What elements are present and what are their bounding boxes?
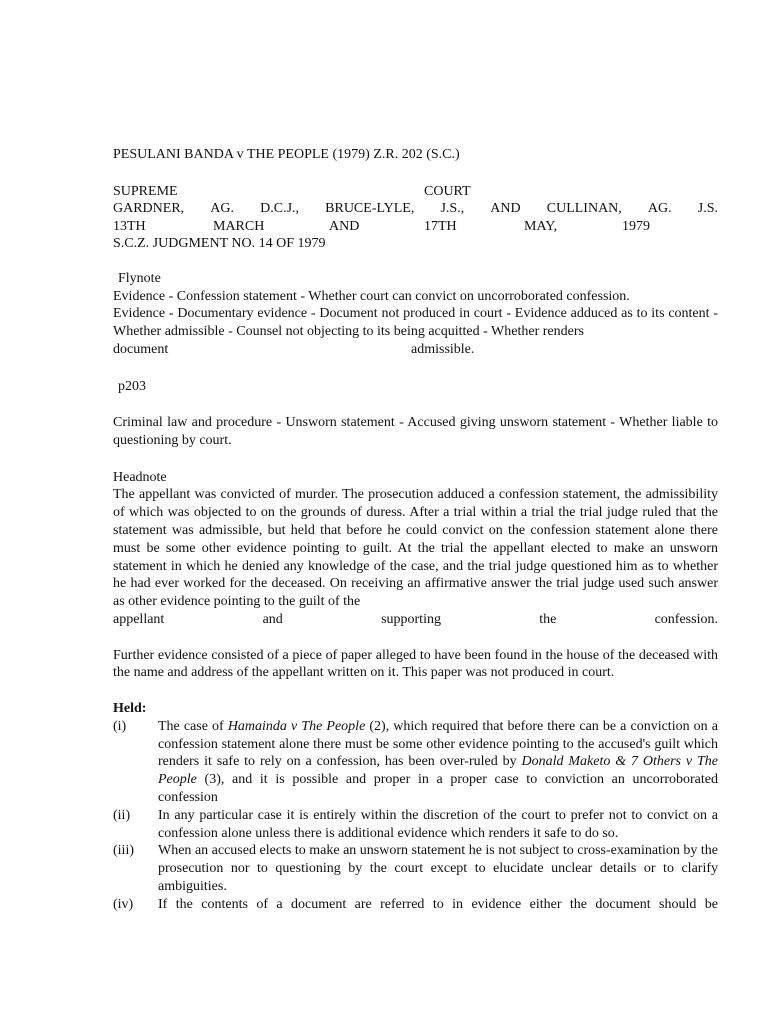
judges-word: GARDNER,: [113, 201, 185, 217]
court-word-supreme: SUPREME: [113, 183, 178, 199]
held-item-number: (i): [113, 718, 127, 734]
held-item: [113, 842, 718, 895]
held-item: [113, 896, 718, 914]
judges-word: AG.: [210, 201, 235, 217]
headnote-word: supporting: [381, 611, 441, 627]
court-line: [113, 183, 718, 201]
held-text-part: The case of: [158, 718, 228, 734]
judges-word: AND: [490, 201, 521, 217]
flynote-word: document: [113, 341, 169, 357]
flynote-para-2-last: [113, 341, 718, 359]
document-page: [113, 146, 718, 914]
held-item-number: (iii): [113, 843, 134, 859]
flynote-section: [113, 270, 718, 359]
held-heading: Held:: [113, 701, 147, 717]
judges-word: D.C.J.,: [260, 201, 300, 217]
held-item-text: When an accused elects to make an unsworn statement he is not subject to cross-examination by the prosecution nor to questioning by the court except to elucidate unclear details or to clarify ambiguities.: [158, 843, 718, 895]
judges-word: CULLINAN,: [546, 201, 622, 217]
flynote-word: admissible.: [411, 341, 475, 357]
headnote-heading: Headnote: [113, 469, 167, 485]
held-item: [113, 807, 718, 843]
held-item-text: If the contents of a document are referred to in evidence either the document should be: [158, 896, 718, 912]
dates-word: MARCH: [213, 218, 265, 234]
headnote-para-1-last: [113, 611, 718, 629]
judges-word: J.S.: [697, 201, 718, 217]
headnote-para-1: The appellant was convicted of murder. The prosecution adduced a confession statement, the admissibility of which was objected to on the grounds of duress. After a trial within a trial the trial judge ruled that the statement was admissible, but held that before he could convict on the confession statement alone there must be some other evidence pointing to guilt. At the trial the appellant elected to make an unsworn statement in which he denied any knowledge of the case, and the trial judge questioned him as to whether he had ever worked for the deceased. On receiving an affirmative answer the trial judge used such answer as other evidence pointing to the guilt of the: [113, 487, 718, 610]
judgment-number: S.C.Z. JUDGMENT NO. 14 OF 1979: [113, 236, 326, 252]
headnote-word: the: [539, 611, 557, 627]
held-item: [113, 718, 718, 807]
dates-word: 17TH: [424, 218, 457, 234]
dates-line: [113, 218, 718, 236]
headnote-para-2: Further evidence consisted of a piece of paper alleged to have been found in the house of the deceased with the name and address of the appellant written on it. This paper was not produced in court.: [113, 647, 718, 681]
judges-word: BRUCE-LYLE,: [325, 201, 415, 217]
dates-word: 13TH: [113, 218, 146, 234]
held-text-part: (2), which required that before there can be a conviction on a confession statement alone there must be some other evidence pointing to the accused's guilt which renders it safe to rely on a confession, has been over-ruled by: [158, 718, 718, 770]
held-item-number: (iv): [113, 896, 134, 912]
case-citation: Hamainda v The People: [227, 718, 366, 734]
judges-word: J.S.,: [440, 201, 465, 217]
judges-word: AG.: [647, 201, 672, 217]
court-block: [113, 183, 718, 253]
headnote-word: and: [262, 611, 283, 627]
case-citation: Donald Maketo & 7 Others v The People: [158, 754, 718, 788]
headnote-word: confession.: [654, 611, 718, 627]
held-text-part: (3), and it is possible and proper in a proper case to conviction an uncorroborated confession: [158, 772, 718, 806]
headnote-section: [113, 469, 718, 682]
page-marker: p203: [118, 378, 146, 394]
criminal-law-flynote: Criminal law and procedure - Unsworn statement - Accused giving unsworn statement - Whether liable to questioning by court.: [113, 415, 718, 448]
flynote-para-2: Evidence - Documentary evidence - Document not produced in court - Evidence adduced as to its content - Whether admissible - Counsel not objecting to its being acquitted - Whether renders: [113, 306, 718, 340]
case-title: PESULANI BANDA v THE PEOPLE (1979) Z.R. 202 (S.C.): [113, 147, 460, 162]
held-item-number: (ii): [113, 807, 131, 823]
court-word-court: COURT: [424, 183, 471, 199]
held-item-text: [158, 718, 718, 807]
headnote-word: appellant: [113, 611, 165, 627]
judges-line: [113, 200, 718, 218]
held-section: [113, 700, 718, 914]
flynote-heading: Flynote: [118, 270, 161, 286]
flynote-line-1: Evidence - Confession statement - Whether court can convict on uncorroborated confession.: [113, 288, 630, 304]
dates-word: 1979: [622, 218, 650, 234]
dates-word: AND: [329, 218, 360, 234]
dates-word: MAY,: [524, 218, 558, 234]
held-item-text: In any particular case it is entirely within the discretion of the court to prefer not to convict on a confession alone unless there is additional evidence which renders it safe to do so.: [158, 807, 718, 841]
